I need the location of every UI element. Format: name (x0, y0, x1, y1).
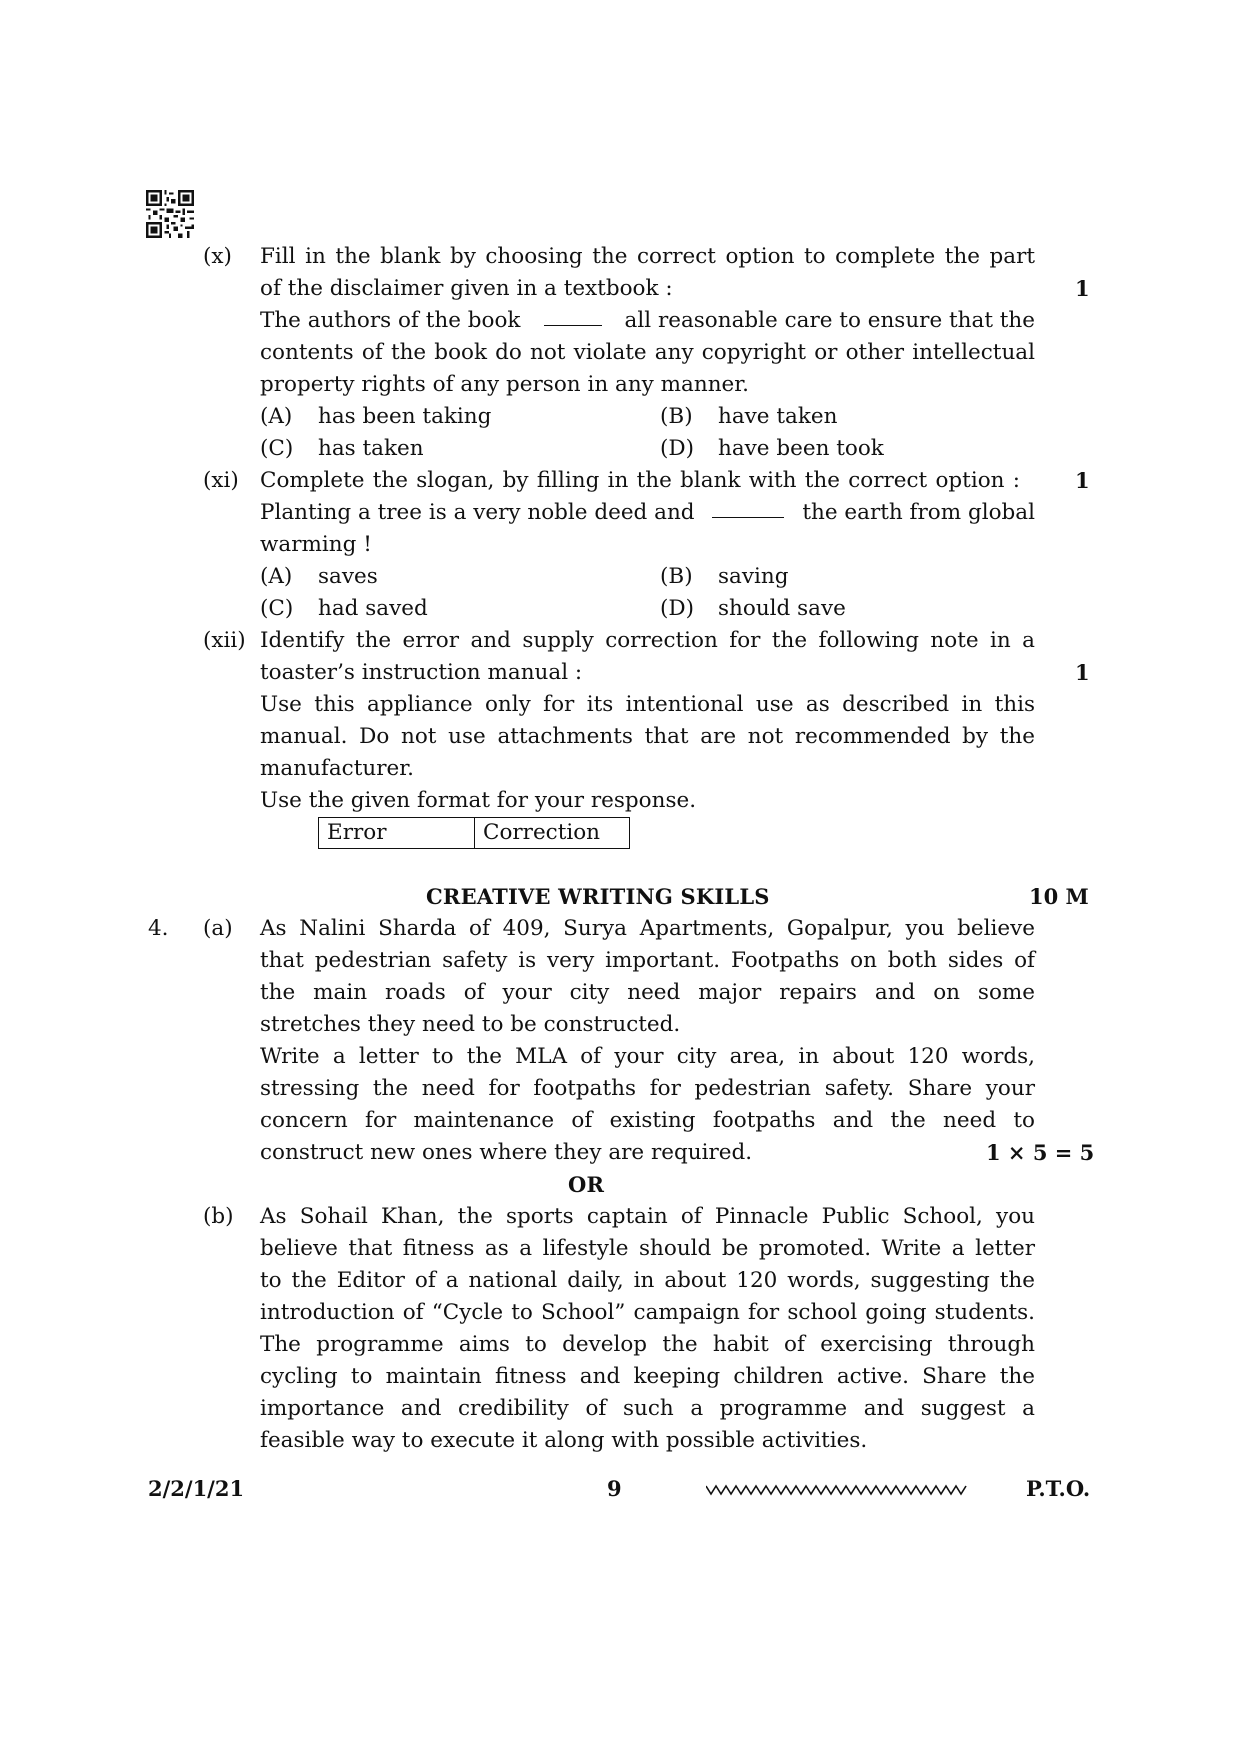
question-x-line-2: of the disclaimer given in a textbook : (260, 276, 673, 301)
response-format-table (318, 817, 630, 849)
question-x-option-b-key: (B) (660, 404, 693, 429)
zigzag-line (706, 1482, 968, 1496)
question-4a-line-4: stretches they need to be constructed. (260, 1012, 681, 1037)
question-x-label: (x) (203, 244, 232, 269)
question-x-blank (544, 305, 602, 326)
question-x-sentence (260, 305, 1035, 337)
question-4a-line-5: Write a letter to the MLA of your city area, in about 120 words, (260, 1044, 1035, 1069)
question-4b-line-1: As Sohail Khan, the sports captain of Pinnacle Public School, you (260, 1204, 1035, 1229)
question-x-option-a-key: (A) (260, 404, 293, 429)
question-x-line-1: Fill in the blank by choosing the correct option to complete the part (260, 244, 1035, 269)
question-4a-line-8: construct new ones where they are required. (260, 1140, 753, 1165)
question-x-sentence-start: The authors of the book (260, 308, 521, 333)
question-xi-option-a-key: (A) (260, 564, 293, 589)
question-xi-line-3: warming ! (260, 532, 372, 557)
question-xi-line-1: Complete the slogan, by filling in the blank with the correct option : (260, 468, 1020, 493)
question-x-line-3: contents of the book do not violate any copyright or other intellectual (260, 340, 1035, 365)
question-x-option-c-key: (C) (260, 436, 294, 461)
question-x-sentence-end: all reasonable care to ensure that the (624, 308, 1035, 333)
question-xi-option-b-key: (B) (660, 564, 693, 589)
question-xi-option-b-text: saving (718, 564, 789, 589)
question-xi-marks: 1 (1075, 468, 1090, 493)
question-4-number: 4. (148, 916, 169, 941)
please-turn-over: P.T.O. (1026, 1476, 1091, 1501)
question-4a-line-7: concern for maintenance of existing footpaths and the need to (260, 1108, 1035, 1133)
question-4a-line-1: As Nalini Sharda of 409, Surya Apartments, Gopalpur, you believe (260, 916, 1035, 941)
question-4b-line-5: The programme aims to develop the habit of exercising through (260, 1332, 1035, 1357)
question-xi-option-c-text: had saved (318, 596, 428, 621)
question-xii-line-5: manufacturer. (260, 756, 414, 781)
section-title: CREATIVE WRITING SKILLS (426, 884, 770, 909)
question-4b-line-3: to the Editor of a national daily, in about 120 words, suggesting the (260, 1268, 1035, 1293)
question-x-option-c-text: has taken (318, 436, 424, 461)
question-x-option-a-text: has been taking (318, 404, 492, 429)
question-x-option-d-key: (D) (660, 436, 695, 461)
response-format-row (319, 818, 630, 849)
correction-column-header: Correction (475, 818, 630, 849)
question-xii-line-1: Identify the error and supply correction for the following note in a (260, 628, 1035, 653)
question-x-option-d-text: have been took (718, 436, 884, 461)
question-xii-line-4: manual. Do not use attachments that are not recommended by the (260, 724, 1035, 749)
question-xi-blank (712, 497, 784, 518)
question-xi-option-d-key: (D) (660, 596, 695, 621)
question-x-line-4: property rights of any person in any manner. (260, 372, 750, 397)
question-4b-line-7: importance and credibility of such a programme and suggest a (260, 1396, 1035, 1421)
paper-code: 2/2/1/21 (148, 1476, 245, 1501)
question-xii-line-2: toaster’s instruction manual : (260, 660, 583, 685)
error-column-header: Error (319, 818, 475, 849)
question-xii-line-3: Use this appliance only for its intentional use as described in this (260, 692, 1035, 717)
question-xii-line-6: Use the given format for your response. (260, 788, 697, 813)
question-xii-marks: 1 (1075, 660, 1090, 685)
or-separator: OR (568, 1172, 605, 1197)
question-4a-label: (a) (203, 916, 233, 941)
question-xi-sentence (260, 497, 1035, 529)
question-xi-sentence-start: Planting a tree is a very noble deed and (260, 500, 695, 525)
question-4b-line-4: introduction of “Cycle to School” campaign for school going students. (260, 1300, 1035, 1325)
question-xi-option-c-key: (C) (260, 596, 294, 621)
question-xi-option-d-text: should save (718, 596, 846, 621)
question-4b-label: (b) (203, 1204, 234, 1229)
page-number: 9 (607, 1476, 622, 1501)
question-x-marks: 1 (1075, 276, 1090, 301)
question-4b-line-8: feasible way to execute it along with possible activities. (260, 1428, 868, 1453)
question-4a-marks: 1 × 5 = 5 (986, 1140, 1095, 1165)
question-4b-line-2: believe that fitness as a lifestyle should be promoted. Write a letter (260, 1236, 1035, 1261)
question-4a-line-3: the main roads of your city need major repairs and on some (260, 980, 1035, 1005)
question-xi-option-a-text: saves (318, 564, 378, 589)
question-4b-line-6: cycling to maintain fitness and keeping children active. Share the (260, 1364, 1035, 1389)
question-4a-line-2: that pedestrian safety is very important. Footpaths on both sides of (260, 948, 1035, 973)
question-xii-label: (xii) (203, 628, 246, 653)
question-xi-label: (xi) (203, 468, 239, 493)
section-marks: 10 M (1029, 884, 1089, 909)
question-4a-line-6: stressing the need for footpaths for pedestrian safety. Share your (260, 1076, 1035, 1101)
question-x-option-b-text: have taken (718, 404, 838, 429)
qr-code (146, 190, 194, 238)
question-xi-sentence-end: the earth from global (802, 500, 1035, 525)
